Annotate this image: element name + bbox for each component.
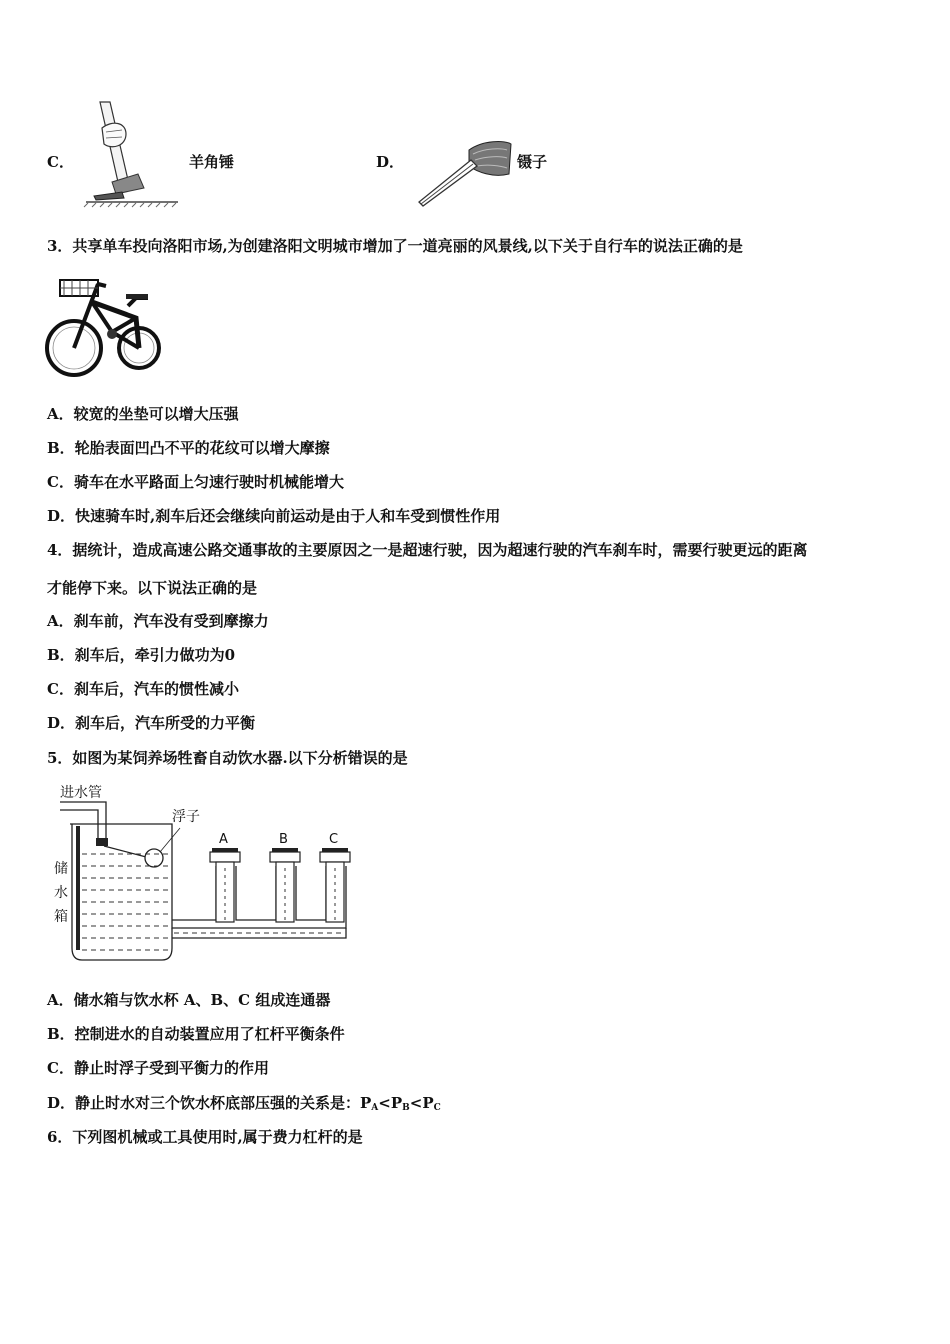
q3-option-c: C．骑车在水平路面上匀速行驶时机械能增大 xyxy=(47,473,344,491)
tweezers-figure xyxy=(413,138,513,210)
float-label: 浮子 xyxy=(172,809,200,825)
q5-option-b: B．控制进水的自动装置应用了杠杆平衡条件 xyxy=(47,1025,345,1043)
pressure-pc: $P_C$ xyxy=(422,1094,441,1113)
question-5-stem: 5．如图为某饲养场牲畜自动饮水器.以下分析错误的是 xyxy=(47,749,408,767)
q4-option-d: D．刹车后，汽车所受的力平衡 xyxy=(47,714,256,732)
cup-c-label: C xyxy=(329,832,339,847)
tank-label-3: 箱 xyxy=(54,909,68,925)
q3-option-a: A．较宽的坐垫可以增大压强 xyxy=(47,405,239,423)
claw-hammer-figure xyxy=(82,98,182,208)
water-dispenser-figure xyxy=(50,785,360,968)
q4-option-b: B．刹车后，牵引力做功为0 xyxy=(47,646,236,664)
cup-a-label: A xyxy=(219,832,228,847)
cup-b-label: B xyxy=(279,832,288,847)
option-c-letter: C． xyxy=(47,153,74,171)
q5-option-c: C．静止时浮子受到平衡力的作用 xyxy=(47,1059,269,1077)
q5-option-d-prefix: D．静止时水对三个饮水杯底部压强的关系是： xyxy=(47,1094,361,1112)
q5-option-a: A．储水箱与饮水杯 A、B、C 组成连通器 xyxy=(47,991,331,1009)
tank-label-2: 水 xyxy=(54,885,68,901)
q3-option-d: D．快速骑车时,刹车后还会继续向前运动是由于人和车受到惯性作用 xyxy=(47,507,501,525)
q3-option-b: B．轮胎表面凹凸不平的花纹可以增大摩擦 xyxy=(47,439,330,457)
q5-option-d: D．静止时水对三个饮水杯底部压强的关系是：$P_A<P_B<P_C$ xyxy=(47,1094,441,1113)
q4-option-c: C．刹车后，汽车的惯性减小 xyxy=(47,680,239,698)
tank-label-1: 储 xyxy=(54,861,68,877)
q4-option-a: A．刹车前，汽车没有受到摩擦力 xyxy=(47,612,269,630)
pressure-pb: $P_B$ xyxy=(390,1094,410,1113)
question-4-stem-line1: 4．据统计，造成高速公路交通事故的主要原因之一是超速行驶，因为超速行驶的汽车刹车时，需要行驶更远的距离 xyxy=(47,541,808,559)
question-4-stem-line2: 才能停下来。以下说法正确的是 xyxy=(47,579,258,597)
inlet-pipe-label: 进水管 xyxy=(60,785,102,801)
option-c-label: 羊角锤 xyxy=(189,153,235,171)
option-d-label: 镊子 xyxy=(517,153,548,171)
question-3-stem: 3．共享单车投向洛阳市场,为创建洛阳文明城市增加了一道亮丽的风景线,以下关于自行车的说法正确的是 xyxy=(47,237,743,255)
bicycle-figure xyxy=(44,268,164,383)
pressure-pa: $P_A$ xyxy=(360,1094,379,1113)
option-d-letter: D． xyxy=(376,153,405,171)
question-6-stem: 6．下列图机械或工具使用时,属于费力杠杆的是 xyxy=(47,1128,363,1146)
